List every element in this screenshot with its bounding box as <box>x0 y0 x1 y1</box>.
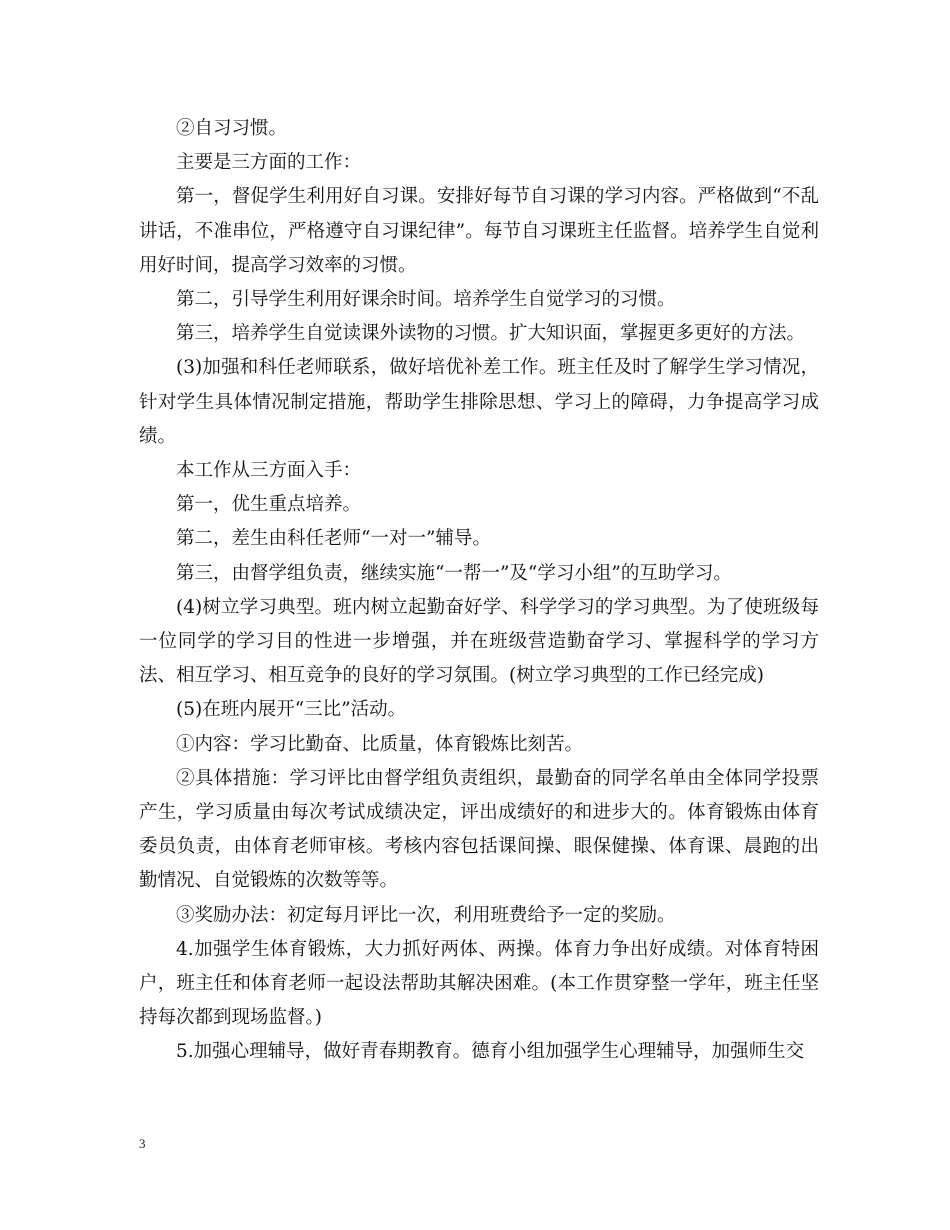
paragraph-second-spare-time: 第二，引导学生利用好课余时间。培养学生自觉学习的习惯。 <box>176 289 676 311</box>
paragraph-three-aspects: 主要是三方面的工作： <box>176 152 362 174</box>
paragraph-specific-measures: ②具体措施：学习评比由督学组负责组织，最勤奋的同学名单由全体同学投票产生，学习质量由每次考试成绩决定，评出成绩好的和进步大的。体育锻炼由体育委员负责，由体育老师审核。考核内容包括课间操、眼保健操、体育课、晨跑的出勤情况、自觉锻炼的次数等等。 <box>139 767 819 892</box>
paragraph-item-5-three-comparisons: (5)在班内展开“三比”活动。 <box>176 699 407 721</box>
paragraph-third-extracurricular-reading: 第三，培养学生自觉读课外读物的习惯。扩大知识面，掌握更多更好的方法。 <box>176 323 806 345</box>
paragraph-third-study-groups: 第三，由督学组负责，继续实施“一帮一”及“学习小组”的互助学习。 <box>176 562 732 584</box>
paragraph-content: ①内容：学习比勤奋、比质量，体育锻炼比刻苦。 <box>176 733 584 755</box>
paragraph-item-3-teacher-contact: (3)加强和科任老师联系，做好培优补差工作。班主任及时了解学生学习情况，针对学生具体情况制定措施，帮助学生排除思想、学习上的障碍，力争提高学习成绩。 <box>139 357 819 447</box>
paragraph-item-4-study-models: (4)树立学习典型。班内树立起勤奋好学、科学学习的学习典型。为了使班级每一位同学的学习目的性进一步增强，并在班级营造勤奋学习、掌握科学的学习方法、相互学习、相互竞争的良好的学习氛围。(树立学习典型的工作已经完成) <box>139 596 819 687</box>
paragraph-work-three-aspects: 本工作从三方面入手： <box>176 460 362 482</box>
paragraph-item-5-psychological-guidance: 5.加强心理辅导，做好青春期教育。德育小组加强学生心理辅导，加强师生交 <box>176 1041 805 1063</box>
paragraph-reward-method: ③奖励办法：初定每月评比一次，利用班费给予一定的奖励。 <box>176 904 676 926</box>
paragraph-item-4-physical-exercise: 4.加强学生体育锻炼，大力抓好两体、两操。体育力争出好成绩。对体育特困户，班主任和体育老师一起设法帮助其解决困难。(本工作贯穿整一学年，班主任坚持每次都到现场监督。) <box>139 938 819 1029</box>
paragraph-second-weak-students: 第二，差生由科任老师“一对一”辅导。 <box>176 528 491 550</box>
paragraph-first-self-study-class: 第一，督促学生利用好自习课。安排好每节自习课的学习内容。严格做到“不乱讲话，不准串位，严格遵守自习课纪律”。每节自习课班主任监督。培养学生自觉利用好时间，提高学习效率的习惯。 <box>139 186 819 276</box>
page-number: 3 <box>139 1136 146 1151</box>
paragraph-first-top-students: 第一，优生重点培养。 <box>176 494 362 516</box>
document-body <box>139 112 819 1070</box>
paragraph-self-study-habit: ②自习习惯。 <box>176 118 288 139</box>
